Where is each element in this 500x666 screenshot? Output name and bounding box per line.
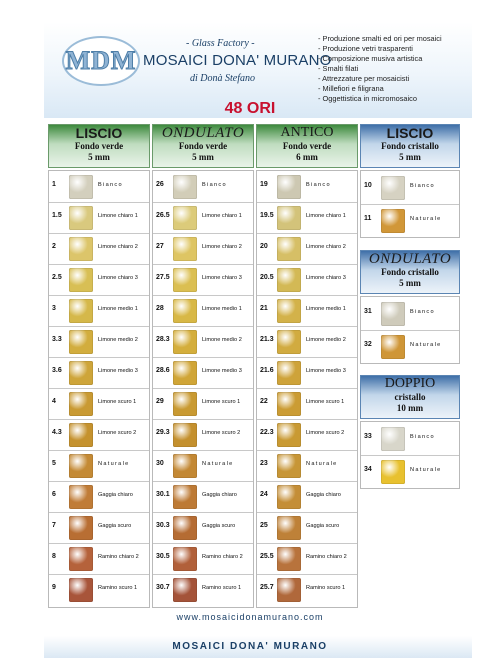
column-header-thickness: 5 mm <box>88 152 110 162</box>
swatch-code: 8 <box>52 552 56 560</box>
swatch-row <box>257 203 357 233</box>
swatch-code: 28 <box>156 304 164 312</box>
swatch-row <box>153 420 253 450</box>
gold-tile-swatch <box>277 547 301 571</box>
swatch-code: 19.5 <box>260 211 274 219</box>
row-divider <box>361 204 459 205</box>
row-divider <box>49 264 149 265</box>
gold-tile-swatch <box>69 454 93 478</box>
row-divider <box>153 419 253 420</box>
swatch-code: 29.3 <box>156 428 170 436</box>
swatch-code: 34 <box>364 465 372 473</box>
swatch-code: 28.6 <box>156 366 170 374</box>
swatch-code: 10 <box>364 181 372 189</box>
swatch-label: Bianco <box>306 181 331 188</box>
swatch-row <box>153 358 253 388</box>
brand-name: MOSAICI DONA' MURANO <box>143 52 332 69</box>
swatch-label: Limone scuro 2 <box>202 429 241 436</box>
swatch-row <box>49 451 149 481</box>
swatch-row <box>153 203 253 233</box>
swatch-label: Limone chiaro 1 <box>98 212 138 219</box>
swatch-label: Limone medio 1 <box>98 305 138 312</box>
swatch-label: Limone medio 3 <box>306 367 346 374</box>
gold-tile-swatch <box>69 175 93 199</box>
swatch-code: 22.3 <box>260 428 274 436</box>
swatch-label: Ramino scuro 1 <box>98 584 138 591</box>
swatch-row <box>49 544 149 574</box>
swatch-row <box>361 332 459 362</box>
swatch-row <box>257 234 357 264</box>
swatch-code: 4 <box>52 397 56 405</box>
swatch-code: 23 <box>260 459 268 467</box>
swatch-code: 24 <box>260 490 268 498</box>
gold-tile-swatch <box>173 206 197 230</box>
swatch-row <box>257 451 357 481</box>
row-divider <box>257 481 357 482</box>
swatch-row <box>153 296 253 326</box>
gold-tile-swatch <box>277 485 301 509</box>
swatch-group-ondulato-cristallo <box>360 296 460 364</box>
swatch-label: Naturale <box>410 466 442 473</box>
swatch-row <box>153 327 253 357</box>
gold-tile-swatch <box>173 361 197 385</box>
swatch-label: Gaggia chiaro <box>98 491 133 498</box>
swatch-row <box>49 575 149 605</box>
swatch-label: Limone chiaro 3 <box>98 274 138 281</box>
swatch-code: 4.3 <box>52 428 62 436</box>
swatch-code: 1.5 <box>52 211 62 219</box>
swatch-label: Limone medio 2 <box>306 336 346 343</box>
swatch-row <box>361 299 459 329</box>
side-header-thickness: 10 mm <box>396 403 424 413</box>
gold-tile-swatch <box>277 454 301 478</box>
service-item: - Produzione vetri trasparenti <box>318 44 413 53</box>
service-item: - Composizione musiva artistica <box>318 54 423 63</box>
column-header-sub: Fondo verde <box>74 141 124 151</box>
swatch-label: Naturale <box>410 341 442 348</box>
gold-tile-swatch <box>173 578 197 602</box>
swatch-label: Limone scuro 1 <box>306 398 345 405</box>
swatch-label: Gaggia scuro <box>202 522 236 529</box>
gold-tile-swatch <box>381 176 405 200</box>
side-header-ondulato-cristallo <box>360 250 460 294</box>
side-header-liscio-cristallo <box>360 124 460 168</box>
swatch-row <box>49 203 149 233</box>
gold-tile-swatch <box>277 175 301 199</box>
gold-tile-swatch <box>69 392 93 416</box>
row-divider <box>257 388 357 389</box>
swatch-code: 29 <box>156 397 164 405</box>
swatch-code: 7 <box>52 521 56 529</box>
gold-tile-swatch <box>69 578 93 602</box>
column-header-sub: Fondo verde <box>282 141 332 151</box>
services-list <box>318 34 442 104</box>
row-divider <box>49 295 149 296</box>
swatch-code: 33 <box>364 432 372 440</box>
swatch-code: 1 <box>52 180 56 188</box>
owner-name: di Donà Stefano <box>190 73 255 84</box>
row-divider <box>49 202 149 203</box>
swatch-row <box>49 172 149 202</box>
swatch-code: 5 <box>52 459 56 467</box>
gold-tile-swatch <box>277 299 301 323</box>
swatch-label: Naturale <box>306 460 338 467</box>
row-divider <box>49 512 149 513</box>
swatch-label: Ramino chiaro 2 <box>306 553 347 560</box>
row-divider <box>257 264 357 265</box>
row-divider <box>153 543 253 544</box>
swatch-code: 30.3 <box>156 521 170 529</box>
side-header-name: DOPPIO <box>384 376 436 391</box>
swatch-label: Ramino chiaro 2 <box>202 553 243 560</box>
swatch-row <box>153 544 253 574</box>
swatch-row <box>257 172 357 202</box>
swatch-code: 26.5 <box>156 211 170 219</box>
swatch-row <box>153 482 253 512</box>
gold-tile-swatch <box>173 268 197 292</box>
gold-tile-swatch <box>69 206 93 230</box>
row-divider <box>257 202 357 203</box>
gold-tile-swatch <box>69 268 93 292</box>
swatch-code: 25.7 <box>260 583 274 591</box>
swatch-row <box>49 358 149 388</box>
gold-tile-swatch <box>69 516 93 540</box>
swatch-label: Limone medio 3 <box>202 367 242 374</box>
swatch-code: 25 <box>260 521 268 529</box>
swatch-code: 9 <box>52 583 56 591</box>
column-header-ondulato <box>152 124 254 168</box>
gold-tile-swatch <box>277 268 301 292</box>
row-divider <box>153 512 253 513</box>
gold-tile-swatch <box>277 237 301 261</box>
swatch-label: Naturale <box>98 460 130 467</box>
column-header-name: ONDULATO <box>161 125 245 141</box>
page-title: 48 ORI <box>224 100 276 117</box>
swatch-label: Naturale <box>410 215 442 222</box>
swatch-label: Limone chiaro 2 <box>98 243 138 250</box>
row-divider <box>49 326 149 327</box>
swatch-column-ondulato <box>152 170 254 608</box>
swatch-code: 19 <box>260 180 268 188</box>
swatch-row <box>361 457 459 487</box>
swatch-row <box>49 296 149 326</box>
column-header-thickness: 6 mm <box>296 152 318 162</box>
swatch-row <box>257 327 357 357</box>
swatch-row <box>49 513 149 543</box>
swatch-code: 25.5 <box>260 552 274 560</box>
swatch-label: Ramino scuro 1 <box>306 584 346 591</box>
gold-tile-swatch <box>381 460 405 484</box>
gold-tile-swatch <box>173 330 197 354</box>
row-divider <box>153 295 253 296</box>
swatch-code: 21 <box>260 304 268 312</box>
row-divider <box>257 326 357 327</box>
mdm-logo: MDM <box>62 36 140 86</box>
gold-tile-swatch <box>69 299 93 323</box>
service-item: - Attrezzature per mosaicisti <box>318 74 410 83</box>
gold-tile-swatch <box>173 299 197 323</box>
swatch-row <box>257 420 357 450</box>
swatch-label: Limone chiaro 3 <box>202 274 242 281</box>
swatch-row <box>361 206 459 236</box>
gold-tile-swatch <box>173 516 197 540</box>
swatch-label: Gaggia chiaro <box>202 491 237 498</box>
swatch-label: Gaggia chiaro <box>306 491 341 498</box>
gold-tile-swatch <box>173 454 197 478</box>
row-divider <box>153 388 253 389</box>
gold-tile-swatch <box>277 206 301 230</box>
row-divider <box>153 574 253 575</box>
row-divider <box>153 450 253 451</box>
swatch-label: Limone scuro 1 <box>98 398 137 405</box>
swatch-row <box>153 513 253 543</box>
service-item: - Smalti filati <box>318 64 359 73</box>
swatch-row <box>49 482 149 512</box>
swatch-row <box>361 424 459 454</box>
gold-tile-swatch <box>69 330 93 354</box>
swatch-label: Limone chiaro 2 <box>202 243 242 250</box>
row-divider <box>49 481 149 482</box>
swatch-row <box>49 389 149 419</box>
row-divider <box>49 233 149 234</box>
swatch-code: 3.6 <box>52 366 62 374</box>
website-link[interactable]: www.mosaicidonamurano.com <box>176 612 324 622</box>
swatch-code: 27 <box>156 242 164 250</box>
gold-tile-swatch <box>277 516 301 540</box>
swatch-label: Limone scuro 2 <box>98 429 137 436</box>
swatch-code: 21.3 <box>260 335 274 343</box>
gold-tile-swatch <box>381 427 405 451</box>
swatch-label: Limone medio 2 <box>202 336 242 343</box>
row-divider <box>49 419 149 420</box>
swatch-code: 21.6 <box>260 366 274 374</box>
swatch-code: 26 <box>156 180 164 188</box>
gold-tile-swatch <box>69 485 93 509</box>
swatch-row <box>257 513 357 543</box>
row-divider <box>257 512 357 513</box>
swatch-code: 30 <box>156 459 164 467</box>
swatch-row <box>153 265 253 295</box>
swatch-column-antico <box>256 170 358 608</box>
gold-tile-swatch <box>173 423 197 447</box>
swatch-code: 6 <box>52 490 56 498</box>
swatch-label: Limone medio 1 <box>306 305 346 312</box>
gold-tile-swatch <box>69 361 93 385</box>
swatch-code: 27.5 <box>156 273 170 281</box>
row-divider <box>257 233 357 234</box>
swatch-code: 31 <box>364 307 372 315</box>
column-header-name: LISCIO <box>75 125 123 141</box>
service-item: - Oggettistica in micromosaico <box>318 94 417 103</box>
swatch-label: Gaggia scuro <box>306 522 340 529</box>
column-header-thickness: 5 mm <box>192 152 214 162</box>
service-item: - Millefiori e filigrana <box>318 84 384 93</box>
row-divider <box>257 450 357 451</box>
gold-tile-swatch <box>277 423 301 447</box>
gold-tile-swatch <box>277 330 301 354</box>
gold-tile-swatch <box>381 302 405 326</box>
row-divider <box>49 388 149 389</box>
swatch-row <box>49 234 149 264</box>
swatch-code: 2.5 <box>52 273 62 281</box>
side-header-sub: Fondo cristallo <box>381 141 439 151</box>
swatch-row <box>257 575 357 605</box>
row-divider <box>49 574 149 575</box>
gold-tile-swatch <box>277 361 301 385</box>
gold-tile-swatch <box>173 237 197 261</box>
swatch-row <box>153 172 253 202</box>
gold-tile-swatch <box>277 578 301 602</box>
swatch-row <box>153 234 253 264</box>
row-divider <box>153 357 253 358</box>
gold-tile-swatch <box>69 423 93 447</box>
swatch-group-liscio-cristallo <box>360 170 460 238</box>
row-divider <box>257 419 357 420</box>
row-divider <box>257 357 357 358</box>
swatch-label: Limone medio 2 <box>98 336 138 343</box>
swatch-code: 3.3 <box>52 335 62 343</box>
swatch-code: 20.5 <box>260 273 274 281</box>
row-divider <box>257 295 357 296</box>
swatch-row <box>257 358 357 388</box>
footer-brand: MOSAICI DONA' MURANO <box>172 641 328 652</box>
swatch-label: Limone chiaro 1 <box>306 212 346 219</box>
swatch-code: 11 <box>364 214 372 222</box>
swatch-row <box>153 575 253 605</box>
column-header-name: ANTICO <box>280 125 334 140</box>
swatch-code: 20 <box>260 242 268 250</box>
swatch-label: Limone chiaro 1 <box>202 212 242 219</box>
swatch-code: 30.1 <box>156 490 170 498</box>
swatch-code: 32 <box>364 340 372 348</box>
side-header-sub: Fondo cristallo <box>381 267 439 277</box>
gold-tile-swatch <box>173 175 197 199</box>
swatch-label: Bianco <box>98 181 123 188</box>
swatch-label: Limone chiaro 2 <box>306 243 346 250</box>
column-header-liscio <box>48 124 150 168</box>
row-divider <box>49 543 149 544</box>
swatch-code: 2 <box>52 242 56 250</box>
swatch-label: Bianco <box>410 433 435 440</box>
gold-tile-swatch <box>381 209 405 233</box>
row-divider <box>361 455 459 456</box>
swatch-row <box>257 389 357 419</box>
swatch-code: 28.3 <box>156 335 170 343</box>
swatch-label: Bianco <box>410 308 435 315</box>
gold-tile-swatch <box>173 392 197 416</box>
swatch-group-doppio <box>360 421 460 489</box>
gold-tile-swatch <box>173 485 197 509</box>
row-divider <box>153 264 253 265</box>
swatch-row <box>153 389 253 419</box>
gold-tile-swatch <box>69 237 93 261</box>
swatch-code: 22 <box>260 397 268 405</box>
swatch-row <box>49 420 149 450</box>
swatch-label: Gaggia scuro <box>98 522 132 529</box>
swatch-row <box>49 327 149 357</box>
swatch-code: 30.5 <box>156 552 170 560</box>
row-divider <box>49 450 149 451</box>
row-divider <box>257 543 357 544</box>
side-header-thickness: 5 mm <box>399 152 421 162</box>
row-divider <box>257 574 357 575</box>
side-header-name: ONDULATO <box>368 251 452 267</box>
swatch-row <box>361 173 459 203</box>
swatch-row <box>257 265 357 295</box>
swatch-row <box>257 482 357 512</box>
side-header-doppio <box>360 375 460 419</box>
swatch-label: Limone scuro 2 <box>306 429 345 436</box>
column-header-sub: Fondo verde <box>178 141 228 151</box>
row-divider <box>49 357 149 358</box>
swatch-label: Limone medio 3 <box>98 367 138 374</box>
swatch-label: Naturale <box>202 460 234 467</box>
swatch-code: 30.7 <box>156 583 170 591</box>
swatch-label: Limone chiaro 3 <box>306 274 346 281</box>
swatch-row <box>257 296 357 326</box>
column-header-antico <box>256 124 358 168</box>
gold-tile-swatch <box>173 547 197 571</box>
swatch-label: Bianco <box>202 181 227 188</box>
gold-tile-swatch <box>381 335 405 359</box>
side-header-sub: cristallo <box>394 392 426 402</box>
swatch-label: Ramino scuro 1 <box>202 584 242 591</box>
row-divider <box>153 202 253 203</box>
swatch-row <box>257 544 357 574</box>
swatch-label: Bianco <box>410 182 435 189</box>
swatch-code: 3 <box>52 304 56 312</box>
side-header-name: LISCIO <box>386 125 434 141</box>
swatch-label: Limone medio 1 <box>202 305 242 312</box>
gold-tile-swatch <box>69 547 93 571</box>
row-divider <box>153 326 253 327</box>
service-item: - Produzione smalti ed ori per mosaici <box>318 34 442 43</box>
swatch-label: Limone scuro 1 <box>202 398 241 405</box>
swatch-row <box>49 265 149 295</box>
glass-factory-tagline: - Glass Factory - <box>186 38 255 49</box>
side-header-thickness: 5 mm <box>399 278 421 288</box>
row-divider <box>153 233 253 234</box>
swatch-row <box>153 451 253 481</box>
swatch-label: Ramino chiaro 2 <box>98 553 139 560</box>
row-divider <box>153 481 253 482</box>
swatch-column-liscio <box>48 170 150 608</box>
row-divider <box>361 330 459 331</box>
gold-tile-swatch <box>277 392 301 416</box>
